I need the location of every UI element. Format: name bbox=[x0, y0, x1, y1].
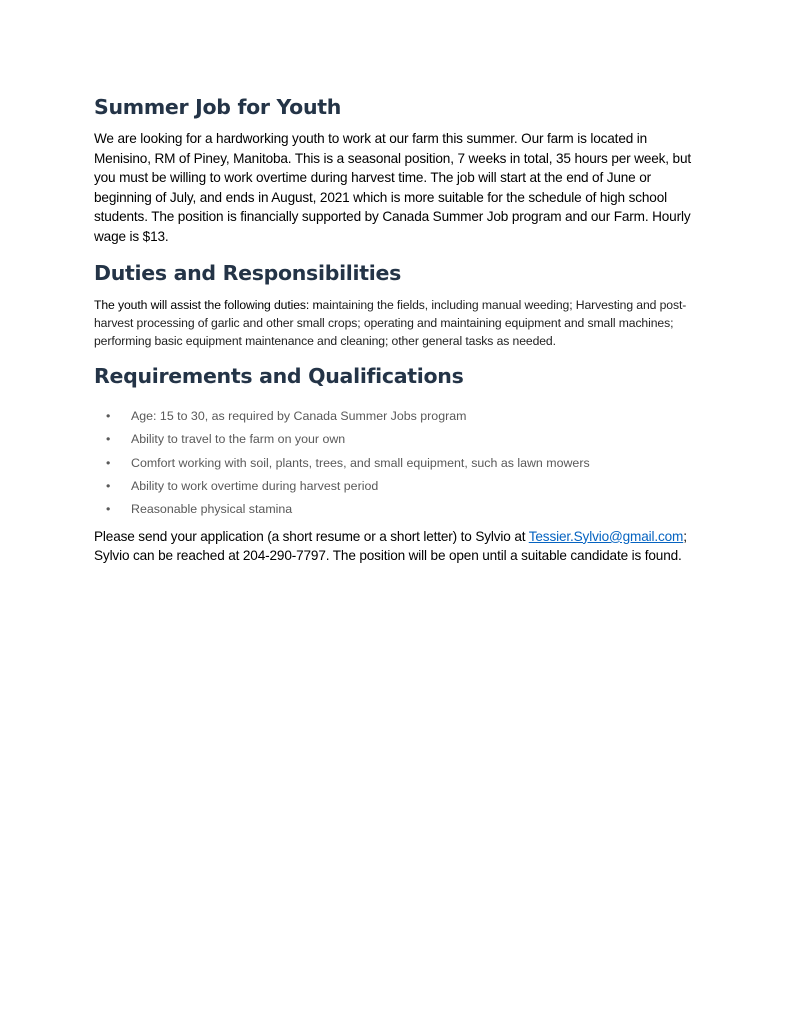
requirement-text: Age: 15 to 30, as required by Canada Summer Jobs program bbox=[131, 408, 467, 423]
list-item bbox=[94, 498, 706, 521]
duties-paragraph bbox=[94, 296, 706, 351]
list-item bbox=[94, 405, 706, 428]
application-text-after: ; Sylvio can be reached at 204-290-7797. The position will be open until a suitable candidate is found. bbox=[94, 528, 687, 564]
duties-heading: Duties and Responsibilities bbox=[94, 260, 401, 285]
requirement-text: Reasonable physical stamina bbox=[131, 502, 293, 517]
list-item bbox=[94, 428, 706, 451]
application-text-before: Please send your application (a short resume or a short letter) to Sylvio at bbox=[94, 528, 529, 544]
duties-body-text: aintaining the fields, including manual weeding; Harvesting and post-harvest processing of garlic and other small crops; operating and maintaining equipment and small machines; performing basic equipment maintenance and cleaning; other general tasks as needed. bbox=[94, 297, 687, 349]
bullet-icon: • bbox=[106, 455, 111, 470]
bullet-icon: • bbox=[106, 408, 111, 423]
requirements-heading: Requirements and Qualifications bbox=[94, 363, 464, 388]
intro-paragraph: We are looking for a hardworking youth to work at our farm this summer. Our farm is located in Menisino, RM of Piney, Manitoba. This is a seasonal position, 7 weeks in total, 35 hours per week, but you must be willing to work overtime during harvest time. The job will start at the end of June or beginning of July, and ends in August, 2021 which is more suitable for the schedule of high school students. The position is financially supported by Canada Summer Job program and our Farm. Hourly wage is $13. bbox=[94, 131, 691, 244]
page-title: Summer Job for Youth bbox=[94, 95, 342, 119]
bullet-icon: • bbox=[106, 479, 111, 493]
email-link[interactable]: Tessier.Sylvio@gmail.com bbox=[528, 528, 684, 544]
application-paragraph bbox=[94, 527, 706, 566]
list-item bbox=[94, 475, 706, 498]
requirement-text: Comfort working with soil, plants, trees, and small equipment, such as lawn mowers bbox=[131, 455, 590, 470]
document-body bbox=[94, 92, 706, 566]
requirement-text: Ability to work overtime during harvest period bbox=[131, 479, 379, 493]
list-item bbox=[94, 452, 706, 475]
duties-lead-text: The youth will assist the following duties: m bbox=[94, 297, 323, 312]
bullet-icon: • bbox=[106, 432, 111, 447]
requirement-text: Ability to travel to the farm on your own bbox=[131, 432, 346, 447]
bullet-icon: • bbox=[106, 502, 111, 517]
requirements-list bbox=[94, 405, 706, 522]
